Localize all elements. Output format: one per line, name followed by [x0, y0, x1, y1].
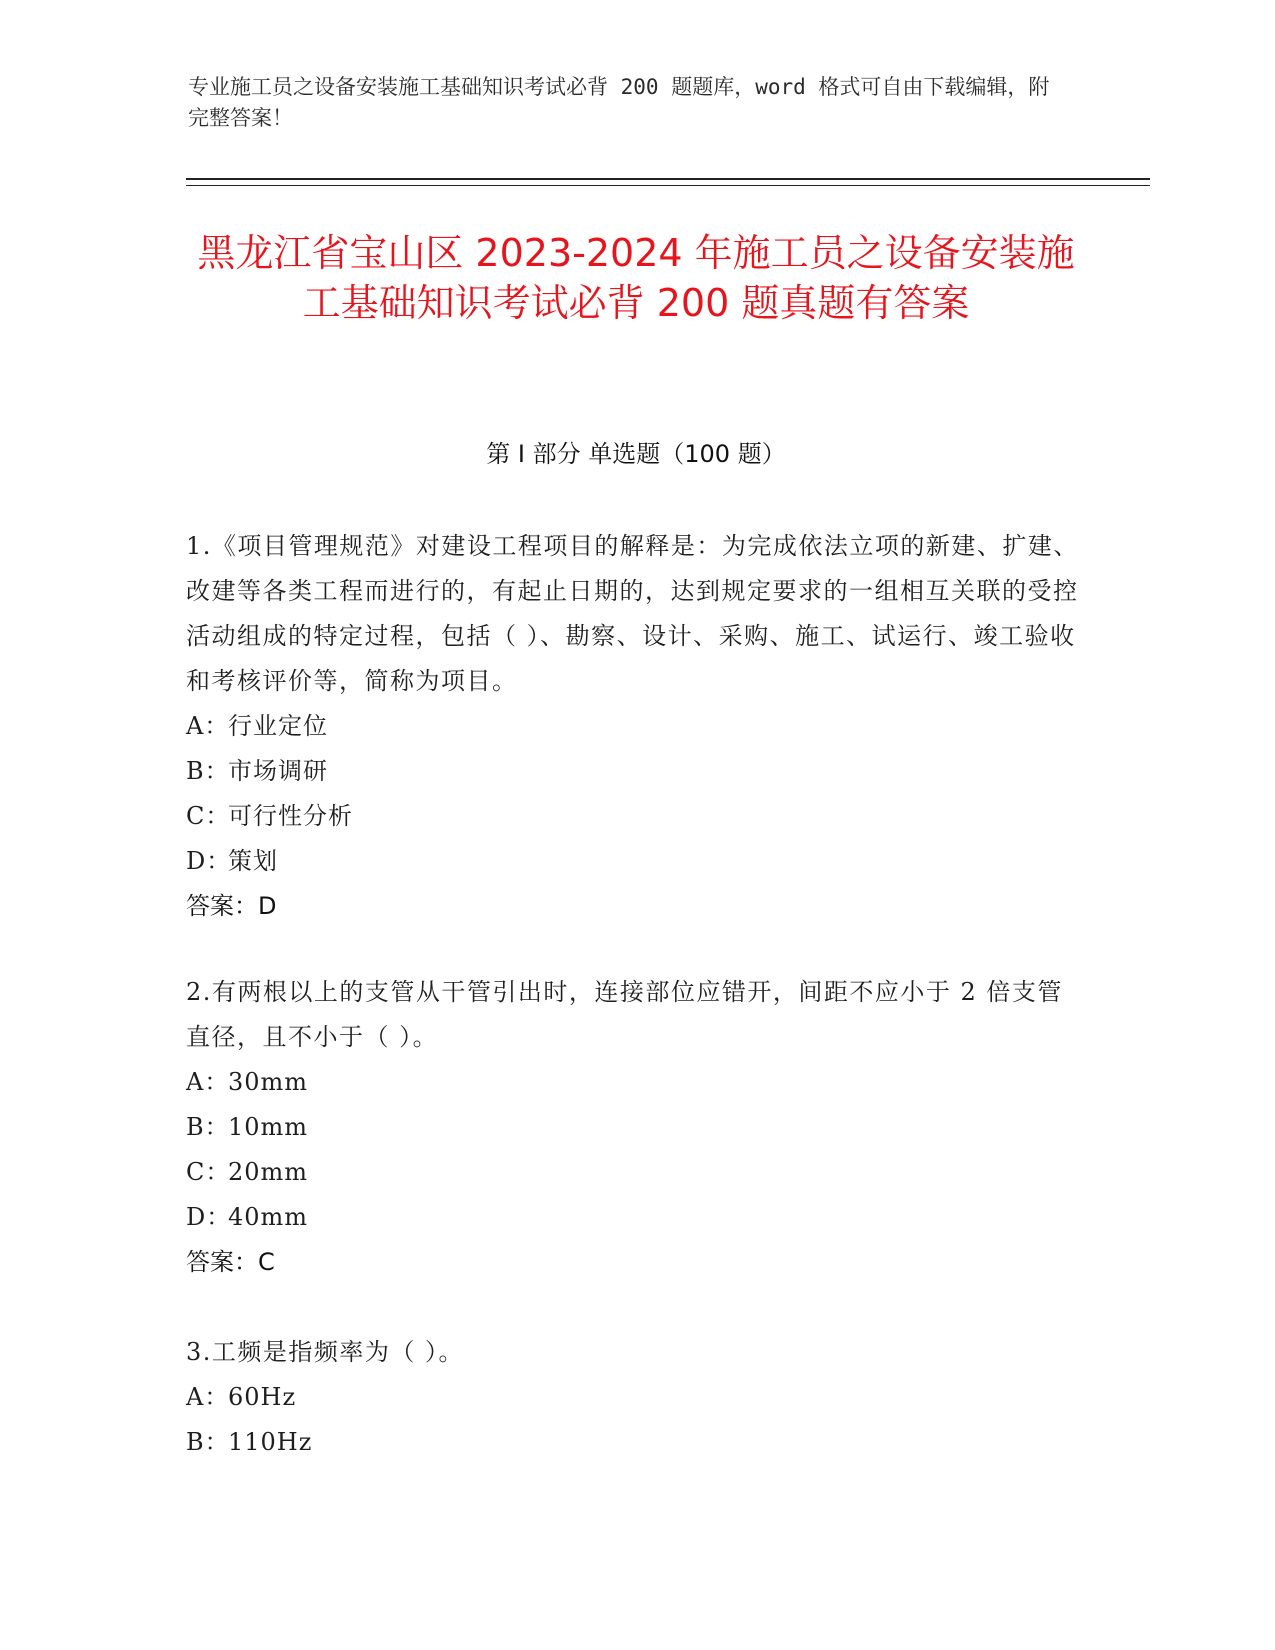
option-a	[186, 704, 1086, 749]
option-key: B：	[186, 757, 230, 785]
question-text: 2.有两根以上的支管从干管引出时，连接部位应错开，间距不应小于 2 倍支管直径，且不小于（ ）。	[186, 978, 1063, 1051]
option-a	[186, 1060, 1086, 1105]
option-text: 市场调研	[228, 757, 328, 785]
option-text: 可行性分析	[228, 802, 353, 830]
option-text: 策划	[228, 847, 278, 875]
question-3	[186, 1330, 1086, 1465]
question-text: 3.工频是指频率为（ ）。	[186, 1338, 465, 1366]
option-d	[186, 1195, 1086, 1240]
option-key: A：	[186, 1068, 230, 1096]
option-key: C：	[186, 1158, 231, 1186]
option-text: 110Hz	[228, 1428, 313, 1456]
option-a	[186, 1375, 1086, 1420]
option-key: C：	[186, 802, 231, 830]
header-rule-thick	[186, 178, 1150, 180]
header-note: 专业施工员之设备安装施工基础知识考试必背 200 题题库，word 格式可自由下载编辑，附完整答案！	[188, 75, 1050, 130]
option-key: A：	[186, 1383, 230, 1411]
option-b	[186, 1105, 1086, 1150]
header-rule-thin	[186, 185, 1150, 186]
option-text: 10mm	[228, 1113, 309, 1141]
option-c	[186, 1150, 1086, 1195]
option-c	[186, 794, 1086, 839]
option-d	[186, 839, 1086, 884]
option-key: B：	[186, 1113, 230, 1141]
option-text: 40mm	[228, 1203, 309, 1231]
option-key: D：	[186, 847, 232, 875]
option-b	[186, 1420, 1086, 1465]
document-title: 黑龙江省宝山区 2023-2024 年施工员之设备安装施工基础知识考试必背 200 题真题有答案	[197, 231, 1075, 325]
section-title: 第 I 部分 单选题（100 题）	[486, 440, 786, 468]
answer-line: 答案：D	[186, 892, 277, 920]
answer-line: 答案：C	[186, 1248, 275, 1276]
option-key: B：	[186, 1428, 230, 1456]
question-2	[186, 970, 1086, 1285]
option-key: A：	[186, 712, 230, 740]
option-text: 20mm	[228, 1158, 309, 1186]
option-key: D：	[186, 1203, 232, 1231]
option-b	[186, 749, 1086, 794]
question-text: 1.《项目管理规范》对建设工程项目的解释是：为完成依法立项的新建、扩建、改建等各类工程而进行的，有起止日期的，达到规定要求的一组相互关联的受控活动组成的特定过程，包括（ ）、勘察、设计、采购、施工、试运行、竣工验收和考核评价等，简称为项目。	[186, 532, 1079, 695]
option-text: 30mm	[228, 1068, 309, 1096]
option-text: 60Hz	[228, 1383, 297, 1411]
option-text: 行业定位	[228, 712, 328, 740]
question-1	[186, 524, 1086, 929]
